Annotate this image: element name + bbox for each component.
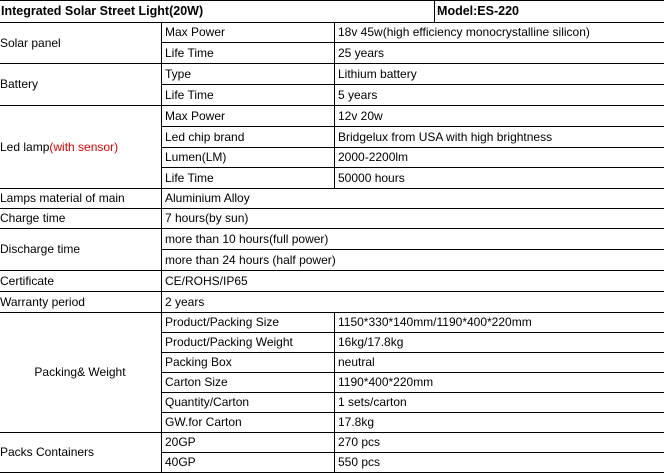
section-label-battery: Battery — [0, 64, 162, 106]
spec-key: Life Time — [162, 43, 335, 64]
spec-key: Max Power — [162, 106, 335, 127]
table-row — [0, 433, 664, 453]
section-label-packing-weight: Packing& Weight — [0, 313, 162, 433]
spec-value: more than 24 hours (half power) — [162, 250, 664, 271]
spec-value: 2000-2200lm — [335, 148, 664, 168]
spec-value: neutral — [335, 353, 664, 373]
led-lamp-label: Led lamp — [0, 140, 49, 154]
section-label-led-lamp — [0, 106, 162, 189]
spec-value: 50000 hours — [335, 168, 664, 189]
spec-value: 1150*330*140mm/1190*400*220mm — [335, 313, 664, 333]
spec-value: 1190*400*220mm — [335, 373, 664, 393]
spec-value: 25 years — [335, 43, 664, 64]
table-row — [0, 292, 664, 313]
spec-value: 17.8kg — [335, 413, 664, 433]
table-row — [0, 64, 664, 85]
header-row — [0, 1, 664, 23]
spec-key: Life Time — [162, 85, 335, 106]
spec-value: 270 pcs — [335, 433, 664, 453]
model-number: Model:ES-220 — [435, 1, 664, 23]
sensor-note: (with sensor) — [49, 140, 118, 154]
spec-key: Packing Box — [162, 353, 335, 373]
section-label-discharge-time: Discharge time — [0, 229, 162, 271]
section-label-solar-panel: Solar panel — [0, 23, 162, 64]
spec-value: 18v 45w(high efficiency monocrystalline silicon) — [335, 23, 664, 43]
spec-key: Led chip brand — [162, 127, 335, 148]
spec-key: Carton Size — [162, 373, 335, 393]
sheet-title: Integrated Solar Street Light(20W) — [0, 1, 435, 23]
spec-value: CE/ROHS/IP65 — [162, 271, 664, 292]
spec-key: Product/Packing Size — [162, 313, 335, 333]
spec-key: Quantity/Carton — [162, 393, 335, 413]
section-label-lamps-material: Lamps material of main — [0, 189, 162, 209]
spec-key: Product/Packing Weight — [162, 333, 335, 353]
spec-value: 16kg/17.8kg — [335, 333, 664, 353]
spec-value: 1 sets/carton — [335, 393, 664, 413]
section-label-packs-containers: Packs Containers — [0, 433, 162, 473]
spec-key: GW.for Carton — [162, 413, 335, 433]
spec-key: Type — [162, 64, 335, 85]
spec-value: 12v 20w — [335, 106, 664, 127]
spec-key: Lumen(LM) — [162, 148, 335, 168]
spec-value: more than 10 hours(full power) — [162, 229, 664, 250]
table-row — [0, 313, 664, 333]
spec-key: 20GP — [162, 433, 335, 453]
spec-value: Aluminium Alloy — [162, 189, 664, 209]
spec-value: 2 years — [162, 292, 664, 313]
spec-value: 5 years — [335, 85, 664, 106]
spec-key: Max Power — [162, 23, 335, 43]
spec-value: Bridgelux from USA with high brightness — [335, 127, 664, 148]
spec-value: Lithium battery — [335, 64, 664, 85]
spec-key: Life Time — [162, 168, 335, 189]
table-row — [0, 229, 664, 250]
table-row — [0, 271, 664, 292]
section-label-charge-time: Charge time — [0, 209, 162, 229]
table-row — [0, 23, 664, 43]
table-row — [0, 189, 664, 209]
spec-value: 550 pcs — [335, 453, 664, 473]
spec-key: 40GP — [162, 453, 335, 473]
table-row — [0, 209, 664, 229]
table-row — [0, 106, 664, 127]
spec-value: 7 hours(by sun) — [162, 209, 664, 229]
section-label-certificate: Certificate — [0, 271, 162, 292]
section-label-warranty: Warranty period — [0, 292, 162, 313]
